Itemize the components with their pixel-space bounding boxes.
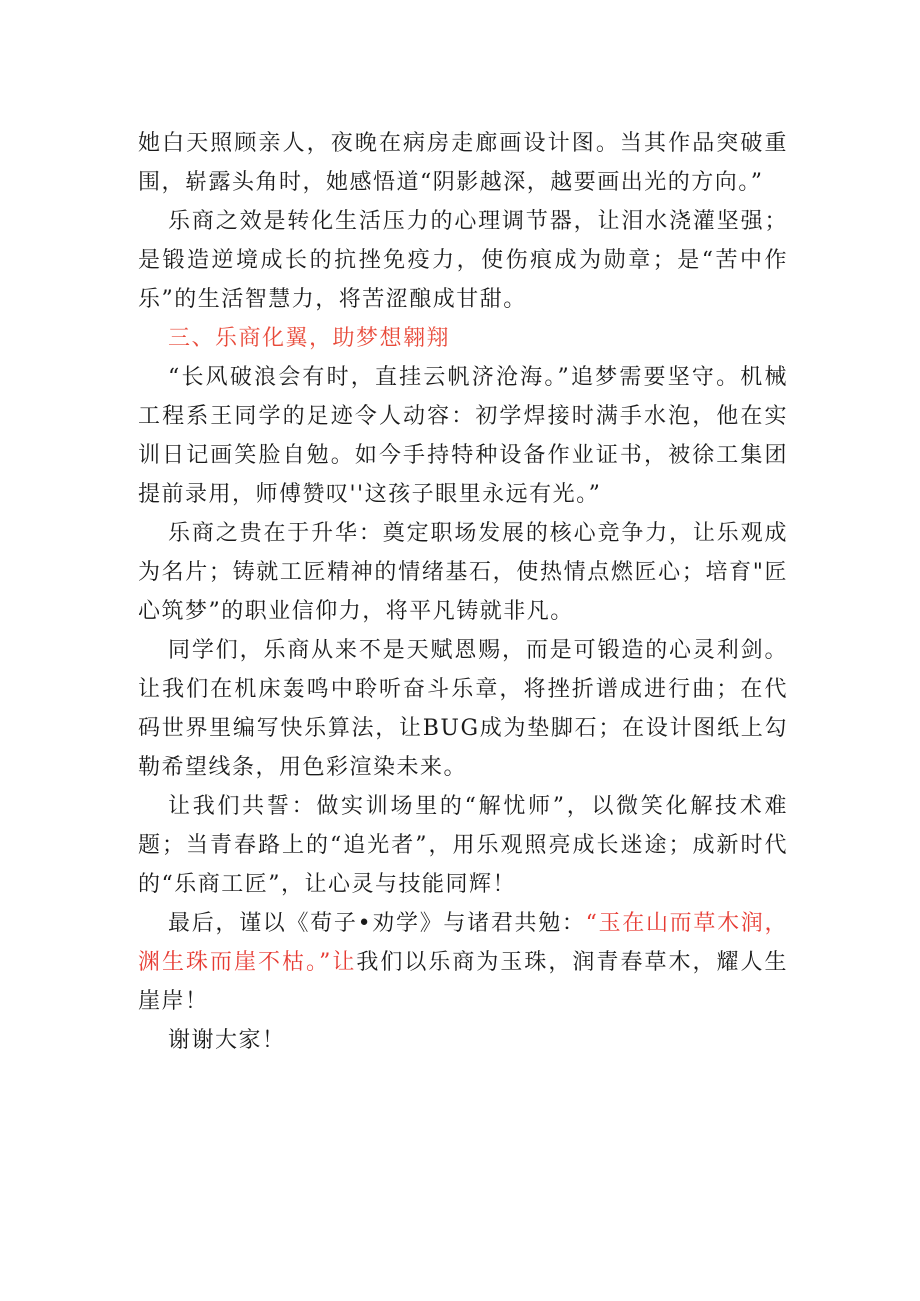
closing-thanks: 谢谢大家！	[168, 1028, 286, 1053]
final-quote-tail: 我们以乐商为玉珠，润青春草木，耀人生崖岸！	[138, 950, 788, 1014]
paragraph-oath: 让我们共誓：做实训场里的“解忧师”，以微笑化解技术难题；当青春路上的“追光者”，用乐观照亮成长迷途；成新时代的“乐商工匠”，让心灵与技能同辉！	[138, 794, 788, 897]
document-body	[138, 124, 788, 1060]
paragraph-story-end: 她白天照顾亲人，夜晚在病房走廊画设计图。当其作品突破重围，崭露头角时，她感悟道“阴影越深，越要画出光的方向。”	[138, 131, 788, 195]
section-heading-3: 三、乐商化翼，助梦想翱翔	[168, 326, 451, 351]
final-quote-highlight: “玉在山而草木润，渊生珠而崖不枯。”让	[138, 911, 788, 975]
paragraph-final-quote	[138, 904, 788, 1021]
paragraph-effect: 乐商之效是转化生活压力的心理调节器，让泪水浇灌坚强；是锻造逆境成长的抗挫免疫力，使伤痕成为勋章；是“苦中作乐”的生活智慧力，将苦涩酿成甘甜。	[138, 209, 788, 312]
final-quote-lead: 最后，谨以《荀子•劝学》与诸君共勉：	[168, 911, 586, 936]
paragraph-value: 乐商之贵在于升华：奠定职场发展的核心竞争力，让乐观成为名片；铸就工匠精神的情绪基石，使热情点燃匠心；培育"匠心筑梦”的职业信仰力，将平凡铸就非凡。	[138, 521, 788, 624]
paragraph-classmates: 同学们，乐商从来不是天赋恩赐，而是可锻造的心灵利剑。让我们在机床轰鸣中聆听奋斗乐章，将挫折谱成进行曲；在代码世界里编写快乐算法，让BUG成为垫脚石；在设计图纸上勾勒希望线条，用色彩渲染未来。	[138, 638, 788, 780]
paragraph-dream-story: “长风破浪会有时，直挂云帆济沧海。”追梦需要坚守。机械工程系王同学的足迹令人动容：初学焊接时满手水泡，他在实训日记画笑脸自勉。如今手持特种设备作业证书，被徐工集团提前录用，师傅赞叹''这孩子眼里永远有光。”	[138, 365, 788, 507]
